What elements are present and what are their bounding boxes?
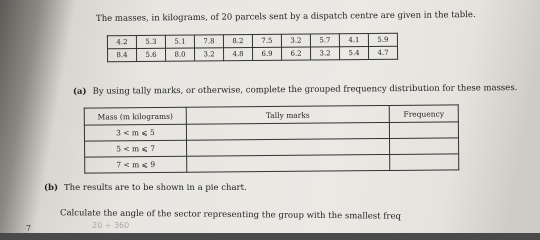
mass-cell: 5.4 xyxy=(339,46,368,59)
question-b-text: The results are to be shown in a pie chart. xyxy=(64,183,247,193)
tally-column-header: Tally marks xyxy=(186,105,389,124)
mass-cell: 5.7 xyxy=(310,34,339,47)
mass-cell: 7.8 xyxy=(194,35,223,48)
mass-cell: 3.2 xyxy=(310,47,339,60)
mass-cell: 4.7 xyxy=(368,46,397,59)
mass-cell: 3.2 xyxy=(281,34,310,47)
mass-cell: 4.2 xyxy=(107,36,136,49)
mass-interval-cell: 7 < m ⩽ 9 xyxy=(85,156,187,173)
frequency-column-header: Frequency xyxy=(389,105,458,123)
mass-cell: 8.0 xyxy=(166,48,195,61)
mass-cell: 8.2 xyxy=(223,35,252,48)
question-a-label: (a) xyxy=(72,86,87,97)
mass-cell: 5.1 xyxy=(165,35,194,48)
calculation-instruction: Calculate the angle of the sector representing the group with the smallest freq xyxy=(59,208,402,222)
question-b-label: (b) xyxy=(44,183,58,193)
tally-cell[interactable] xyxy=(186,122,389,140)
mass-cell: 5.9 xyxy=(368,33,397,46)
mass-cell: 5.3 xyxy=(136,35,165,48)
mass-cell: 3.2 xyxy=(195,48,224,61)
frequency-table xyxy=(84,104,460,173)
frequency-cell[interactable] xyxy=(389,138,458,155)
tally-cell[interactable] xyxy=(187,138,390,156)
question-a-text: By using tally marks, or otherwise, complete the grouped frequency distribution for these masses. xyxy=(92,83,518,97)
mass-cell: 6.9 xyxy=(253,47,282,60)
mass-cell: 6.2 xyxy=(281,47,310,60)
intro-text: The masses, in kilograms, of 20 parcels sent by a dispatch centre are given in the table. xyxy=(95,10,476,24)
page-number: 7 xyxy=(26,224,32,233)
table-row xyxy=(108,46,398,62)
mass-interval-cell: 5 < m ⩽ 7 xyxy=(85,140,187,157)
question-a xyxy=(73,83,517,97)
masses-table xyxy=(107,33,398,63)
mass-interval-cell: 3 < m ⩽ 5 xyxy=(84,124,186,141)
mass-cell: 5.6 xyxy=(137,48,166,61)
frequency-cell[interactable] xyxy=(389,122,458,139)
mass-cell: 4.8 xyxy=(224,48,253,61)
question-b xyxy=(44,183,247,193)
tally-cell[interactable] xyxy=(187,154,390,172)
mass-cell: 7.5 xyxy=(252,34,281,47)
mass-column-header: Mass (m kilograms) xyxy=(84,107,186,125)
table-row xyxy=(85,154,459,173)
mass-cell: 8.4 xyxy=(108,49,137,62)
frequency-cell[interactable] xyxy=(390,154,459,171)
mass-cell: 4.1 xyxy=(339,33,368,46)
pencil-working: 20 ÷ 360 xyxy=(92,221,130,230)
